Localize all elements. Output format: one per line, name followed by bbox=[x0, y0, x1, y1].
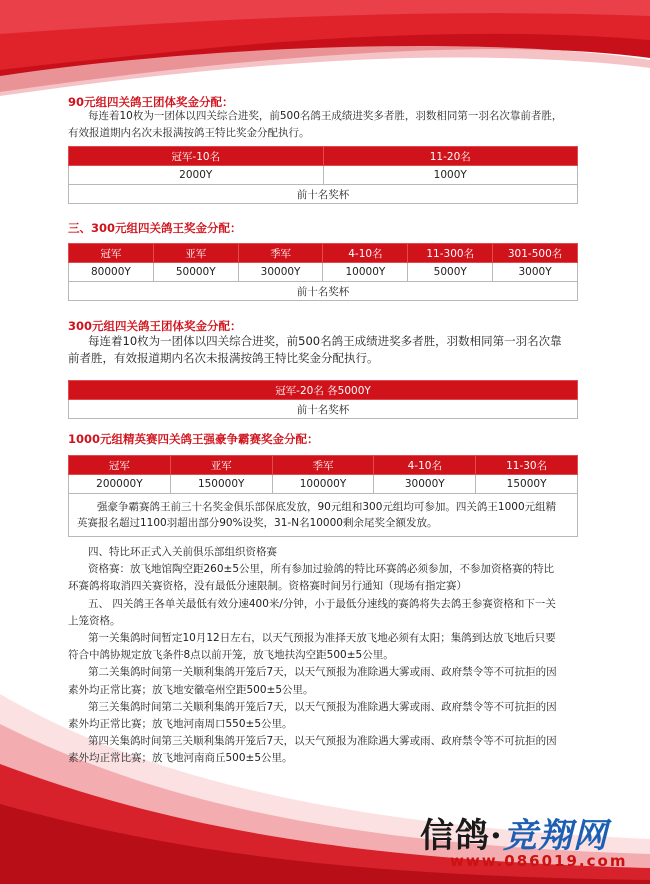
table-header-cell: 4-10名 bbox=[323, 244, 408, 263]
logo-text-part: 信鸽· bbox=[420, 816, 503, 856]
table-header-cell: 冠军 bbox=[69, 456, 171, 475]
para-line: 前者胜，有效报道期内名次未报满按鸽王特比奖金分配执行。 bbox=[68, 351, 379, 365]
table-cell: 15000Y bbox=[476, 475, 578, 494]
rules-line: 第三关集鸽时间第二关顺利集鸽开笼后7天，以天气预报为准除遇大雾或雨、政府禁令等不可抗拒的因 bbox=[88, 700, 557, 713]
logo-url: www.086019.com bbox=[450, 852, 628, 870]
table-cell: 80000Y bbox=[69, 263, 154, 282]
table-cell: 5000Y bbox=[408, 263, 493, 282]
logo-text-part: 竞翔网 bbox=[502, 816, 608, 856]
table-header-cell: 亚军 bbox=[170, 456, 272, 475]
para-line: 每连着10枚为一团体以四关综合进奖，前500名鸽王成绩进奖多者胜，羽数相同第一羽名次靠 bbox=[88, 334, 562, 348]
table-1000 bbox=[68, 455, 578, 537]
table-header-cell: 季军 bbox=[272, 456, 374, 475]
table-note: 前十名奖杯 bbox=[69, 400, 578, 419]
table-header-cell: 冠军-10名 bbox=[69, 147, 324, 166]
table-header-cell: 4-10名 bbox=[374, 456, 476, 475]
table-header-cell: 冠军-20名 各5000Y bbox=[69, 381, 578, 400]
table-header-cell: 季军 bbox=[238, 244, 323, 263]
para-300-team bbox=[68, 333, 562, 367]
rules-line: 符合中鸽协规定放飞条件8点以前开笼，放飞地扶沟空距500±5公里。 bbox=[68, 649, 394, 662]
table-header-cell: 11-30名 bbox=[476, 456, 578, 475]
table-cell: 150000Y bbox=[170, 475, 272, 494]
rules-line: 四、特比环正式入关前俱乐部组织资格赛 bbox=[88, 546, 277, 558]
rules-line: 素外均正常比赛；放飞地安徽亳州空距500±5公里。 bbox=[68, 683, 314, 696]
rules-line: 素外均正常比赛；放飞地河南周口550±5公里。 bbox=[68, 718, 293, 731]
heading-300: 三、300元组四关鸽王奖金分配： bbox=[68, 221, 242, 235]
table-cell: 30000Y bbox=[238, 263, 323, 282]
heading-1000: 1000元组精英赛四关鸽王强豪争霸赛奖金分配： bbox=[68, 432, 319, 446]
table-cell: 50000Y bbox=[153, 263, 238, 282]
table-header-cell: 11-20名 bbox=[323, 147, 578, 166]
table-note-line: 强豪争霸赛鸽王前三十名奖金俱乐部保底发放，90元组和300元组均可参加。四关鸽王1000元组精 bbox=[97, 501, 557, 513]
rules-line: 环赛鸽将取消四关赛资格，没有最低分速限制。资格赛时间另行通知（现场有指定赛） bbox=[68, 580, 467, 593]
header-red-swoosh bbox=[0, 0, 650, 100]
table-300 bbox=[68, 243, 578, 301]
table-header-cell: 亚军 bbox=[153, 244, 238, 263]
rules-line: 第二关集鸽时间第一关顺利集鸽开笼后7天，以天气预报为准除遇大雾或雨、政府禁令等不可抗拒的因 bbox=[88, 666, 557, 679]
rules-section bbox=[68, 544, 557, 768]
logo-text bbox=[420, 808, 608, 857]
heading-90-team: 90元组四关鸽王团体奖金分配： bbox=[68, 95, 234, 109]
para-line: 有效报道期内名次未报满按鸽王特比奖金分配执行。 bbox=[68, 127, 310, 139]
table-cell: 2000Y bbox=[69, 166, 324, 185]
table-header-cell: 冠军 bbox=[69, 244, 154, 263]
table-cell: 200000Y bbox=[69, 475, 171, 494]
table-cell: 10000Y bbox=[323, 263, 408, 282]
table-note bbox=[69, 494, 578, 537]
site-logo bbox=[420, 808, 646, 878]
table-300-team bbox=[68, 380, 578, 419]
para-line: 每连着10枚为一团体以四关综合进奖，前500名鸽王成绩进奖多者胜，羽数相同第一羽名次靠前者胜， bbox=[88, 110, 563, 122]
rules-line: 第四关集鸽时间第三关顺利集鸽开笼后7天，以天气预报为准除遇大雾或雨、政府禁令等不可抗拒的因 bbox=[88, 735, 557, 748]
table-note-line: 英赛报名超过1100羽超出部分90%设奖，31-N名10000剩余尾奖全额发放。 bbox=[77, 517, 438, 529]
rules-line: 第一关集鸽时间暂定10月12日左右，以天气预报为准择天放飞地必须有太阳；集鸽到达放飞地后只要 bbox=[88, 632, 556, 645]
table-cell: 3000Y bbox=[493, 263, 578, 282]
table-header-cell: 301-500名 bbox=[493, 244, 578, 263]
rules-line: 素外均正常比赛；放飞地河南商丘500±5公里。 bbox=[68, 752, 293, 765]
rules-line: 资格赛：放飞地馆陶空距260±5公里，所有参加过验鸽的特比环赛鸽必须参加，不参加资格赛的特比 bbox=[88, 563, 555, 576]
table-cell: 100000Y bbox=[272, 475, 374, 494]
table-90-team bbox=[68, 146, 578, 204]
table-cell: 1000Y bbox=[323, 166, 578, 185]
para-90-team bbox=[68, 108, 562, 142]
heading-300-team: 300元组四关鸽王团体奖金分配： bbox=[68, 319, 242, 333]
table-note: 前十名奖杯 bbox=[69, 185, 578, 204]
table-header-cell: 11-300名 bbox=[408, 244, 493, 263]
rules-line: 上笼资格。 bbox=[68, 614, 121, 627]
rules-line: 五、 四关鸽王各单关最低有效分速400米/分钟，小于最低分速线的赛鸽将失去鸽王参赛资格和下一关 bbox=[88, 597, 556, 610]
table-cell: 30000Y bbox=[374, 475, 476, 494]
table-note: 前十名奖杯 bbox=[69, 282, 578, 301]
